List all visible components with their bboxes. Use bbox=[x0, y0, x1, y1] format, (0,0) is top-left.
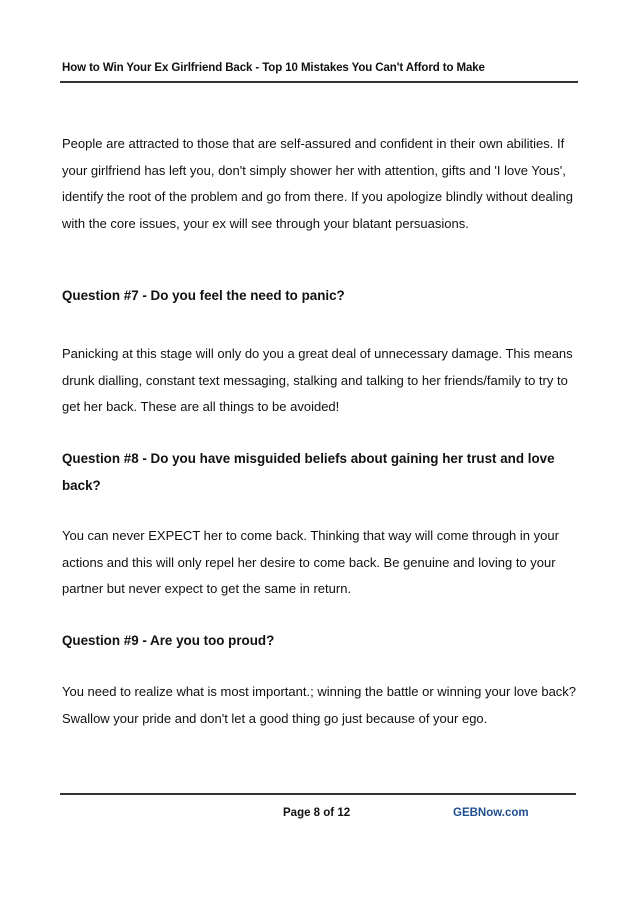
question-9-heading: Question #9 - Are you too proud? bbox=[62, 633, 275, 648]
document-header-title: How to Win Your Ex Girlfriend Back - Top 10 Mistakes You Can't Afford to Make bbox=[62, 62, 485, 74]
question-7-paragraph: Panicking at this stage will only do you a great deal of unnecessary damage. This means drunk dialling, constant text messaging, stalking and talking to her friends/family to try to get her back. These are all things to be avoided! bbox=[62, 346, 573, 414]
question-7-heading: Question #7 - Do you feel the need to panic? bbox=[62, 288, 345, 303]
question-8-paragraph: You can never EXPECT her to come back. Thinking that way will come through in your actions and this will only repel her desire to come back. Be genuine and loving to your partner but never expect to get the same in return. bbox=[62, 528, 559, 596]
footer-divider bbox=[60, 793, 576, 795]
question-8-heading: Question #8 - Do you have misguided beliefs about gaining her trust and love back? bbox=[62, 451, 555, 493]
page-number: Page 8 of 12 bbox=[283, 807, 351, 819]
header-divider bbox=[60, 81, 578, 83]
intro-paragraph: People are attracted to those that are self-assured and confident in their own abilities. If your girlfriend has left you, don't simply shower her with attention, gifts and 'I love Yous', identify the root of the problem and go from there. If you apologize blindly without dealing with the core issues, your ex will see through your blatant persuasions. bbox=[62, 136, 573, 231]
question-9-paragraph: You need to realize what is most important.; winning the battle or winning your love back? Swallow your pride and don't let a good thing go just because of your ego. bbox=[62, 684, 577, 726]
footer-site-link[interactable]: GEBNow.com bbox=[453, 807, 529, 819]
